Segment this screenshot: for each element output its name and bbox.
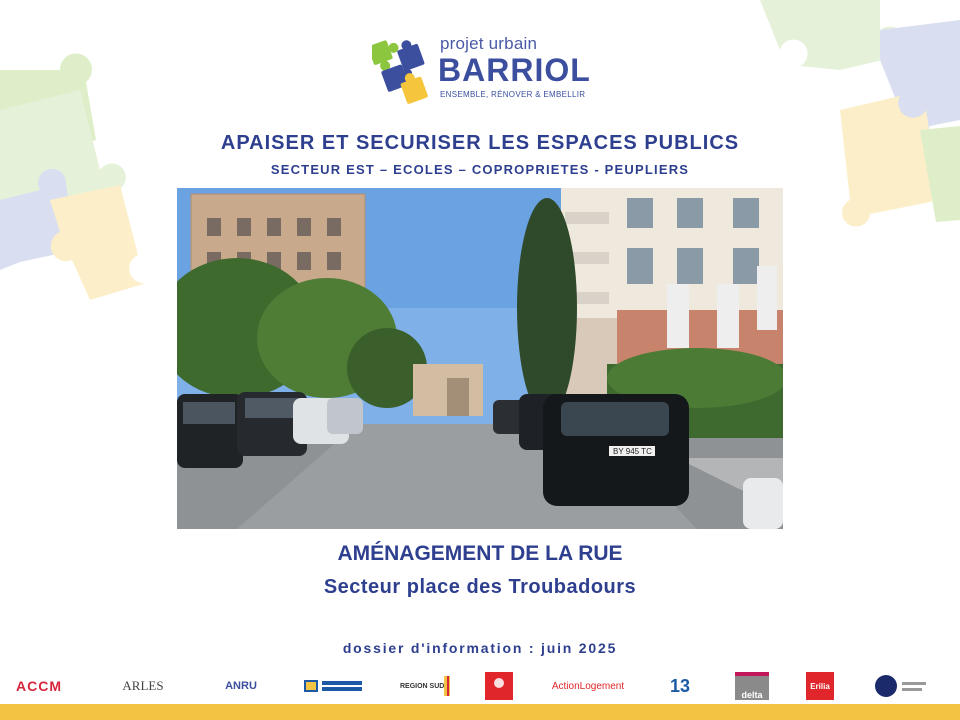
partner-logo-banque-des-territoires: [484, 668, 514, 704]
footer-bar: [0, 704, 960, 720]
info-line: dossier d'information : juin 2025: [342, 640, 618, 656]
partner-logo-bouches-du-rhone: [302, 668, 366, 704]
partner-logo-action-logement: [546, 668, 630, 704]
page-subtitle: SECTEUR EST – ECOLES – COPROPRIETES - PEUPLIERS: [270, 162, 690, 177]
logo-small-text: projet urbain: [440, 34, 538, 53]
partner-logo-text: delta: [741, 690, 763, 700]
department-logo-icon: [304, 678, 364, 694]
partner-logo-other: [872, 668, 932, 704]
partner-logo-13-habitat: [664, 668, 696, 704]
banque-territoires-icon: [485, 672, 513, 700]
partner-logo-anru: [216, 668, 266, 704]
license-plate: BY 945 TC: [613, 447, 652, 456]
puzzle-piece-blue: [880, 20, 960, 135]
partner-logo-text: ARLES: [122, 678, 164, 693]
region-flag-icon: [444, 676, 450, 696]
page-title: APAISER ET SECURISER LES ESPACES PUBLICS: [220, 132, 740, 154]
puzzle-piece-yellow: [50, 185, 150, 300]
barriol-logo: [372, 30, 602, 112]
logo-tagline: ENSEMBLE, RÉNOVER & EMBELLIR: [440, 90, 586, 99]
partner-logo-text: Erilia: [810, 681, 830, 691]
puzzle-logo-icon: [372, 30, 434, 112]
partner-logo-text: REGION SUD: [400, 682, 445, 690]
puzzle-piece-green: [0, 90, 126, 225]
partner-logo-text: ACCM: [16, 678, 62, 694]
partner-logo-text: ActionLogement: [551, 680, 625, 692]
partner-logo-accm: [8, 668, 70, 704]
main-heading: AMÉNAGEMENT DE LA RUE: [337, 542, 623, 565]
puzzle-piece-blue: [0, 169, 76, 270]
partner-logo-region-sud: [400, 668, 450, 704]
puzzle-piece-green: [760, 0, 906, 70]
main-subheading: Secteur place des Troubadours: [323, 576, 637, 598]
partner-logos: [0, 668, 960, 704]
partner-logo-erilia: [804, 668, 836, 704]
partner-logo-arles: [106, 668, 180, 704]
logo-brand-text: BARRIOL: [438, 52, 591, 88]
partner-logo-text: ANRU: [225, 680, 257, 692]
street-photo: [177, 188, 783, 529]
partner-logo-famille-delta: [732, 668, 772, 704]
partner-logo-text: 13: [669, 675, 691, 696]
partner-emblem-icon: [874, 674, 930, 698]
